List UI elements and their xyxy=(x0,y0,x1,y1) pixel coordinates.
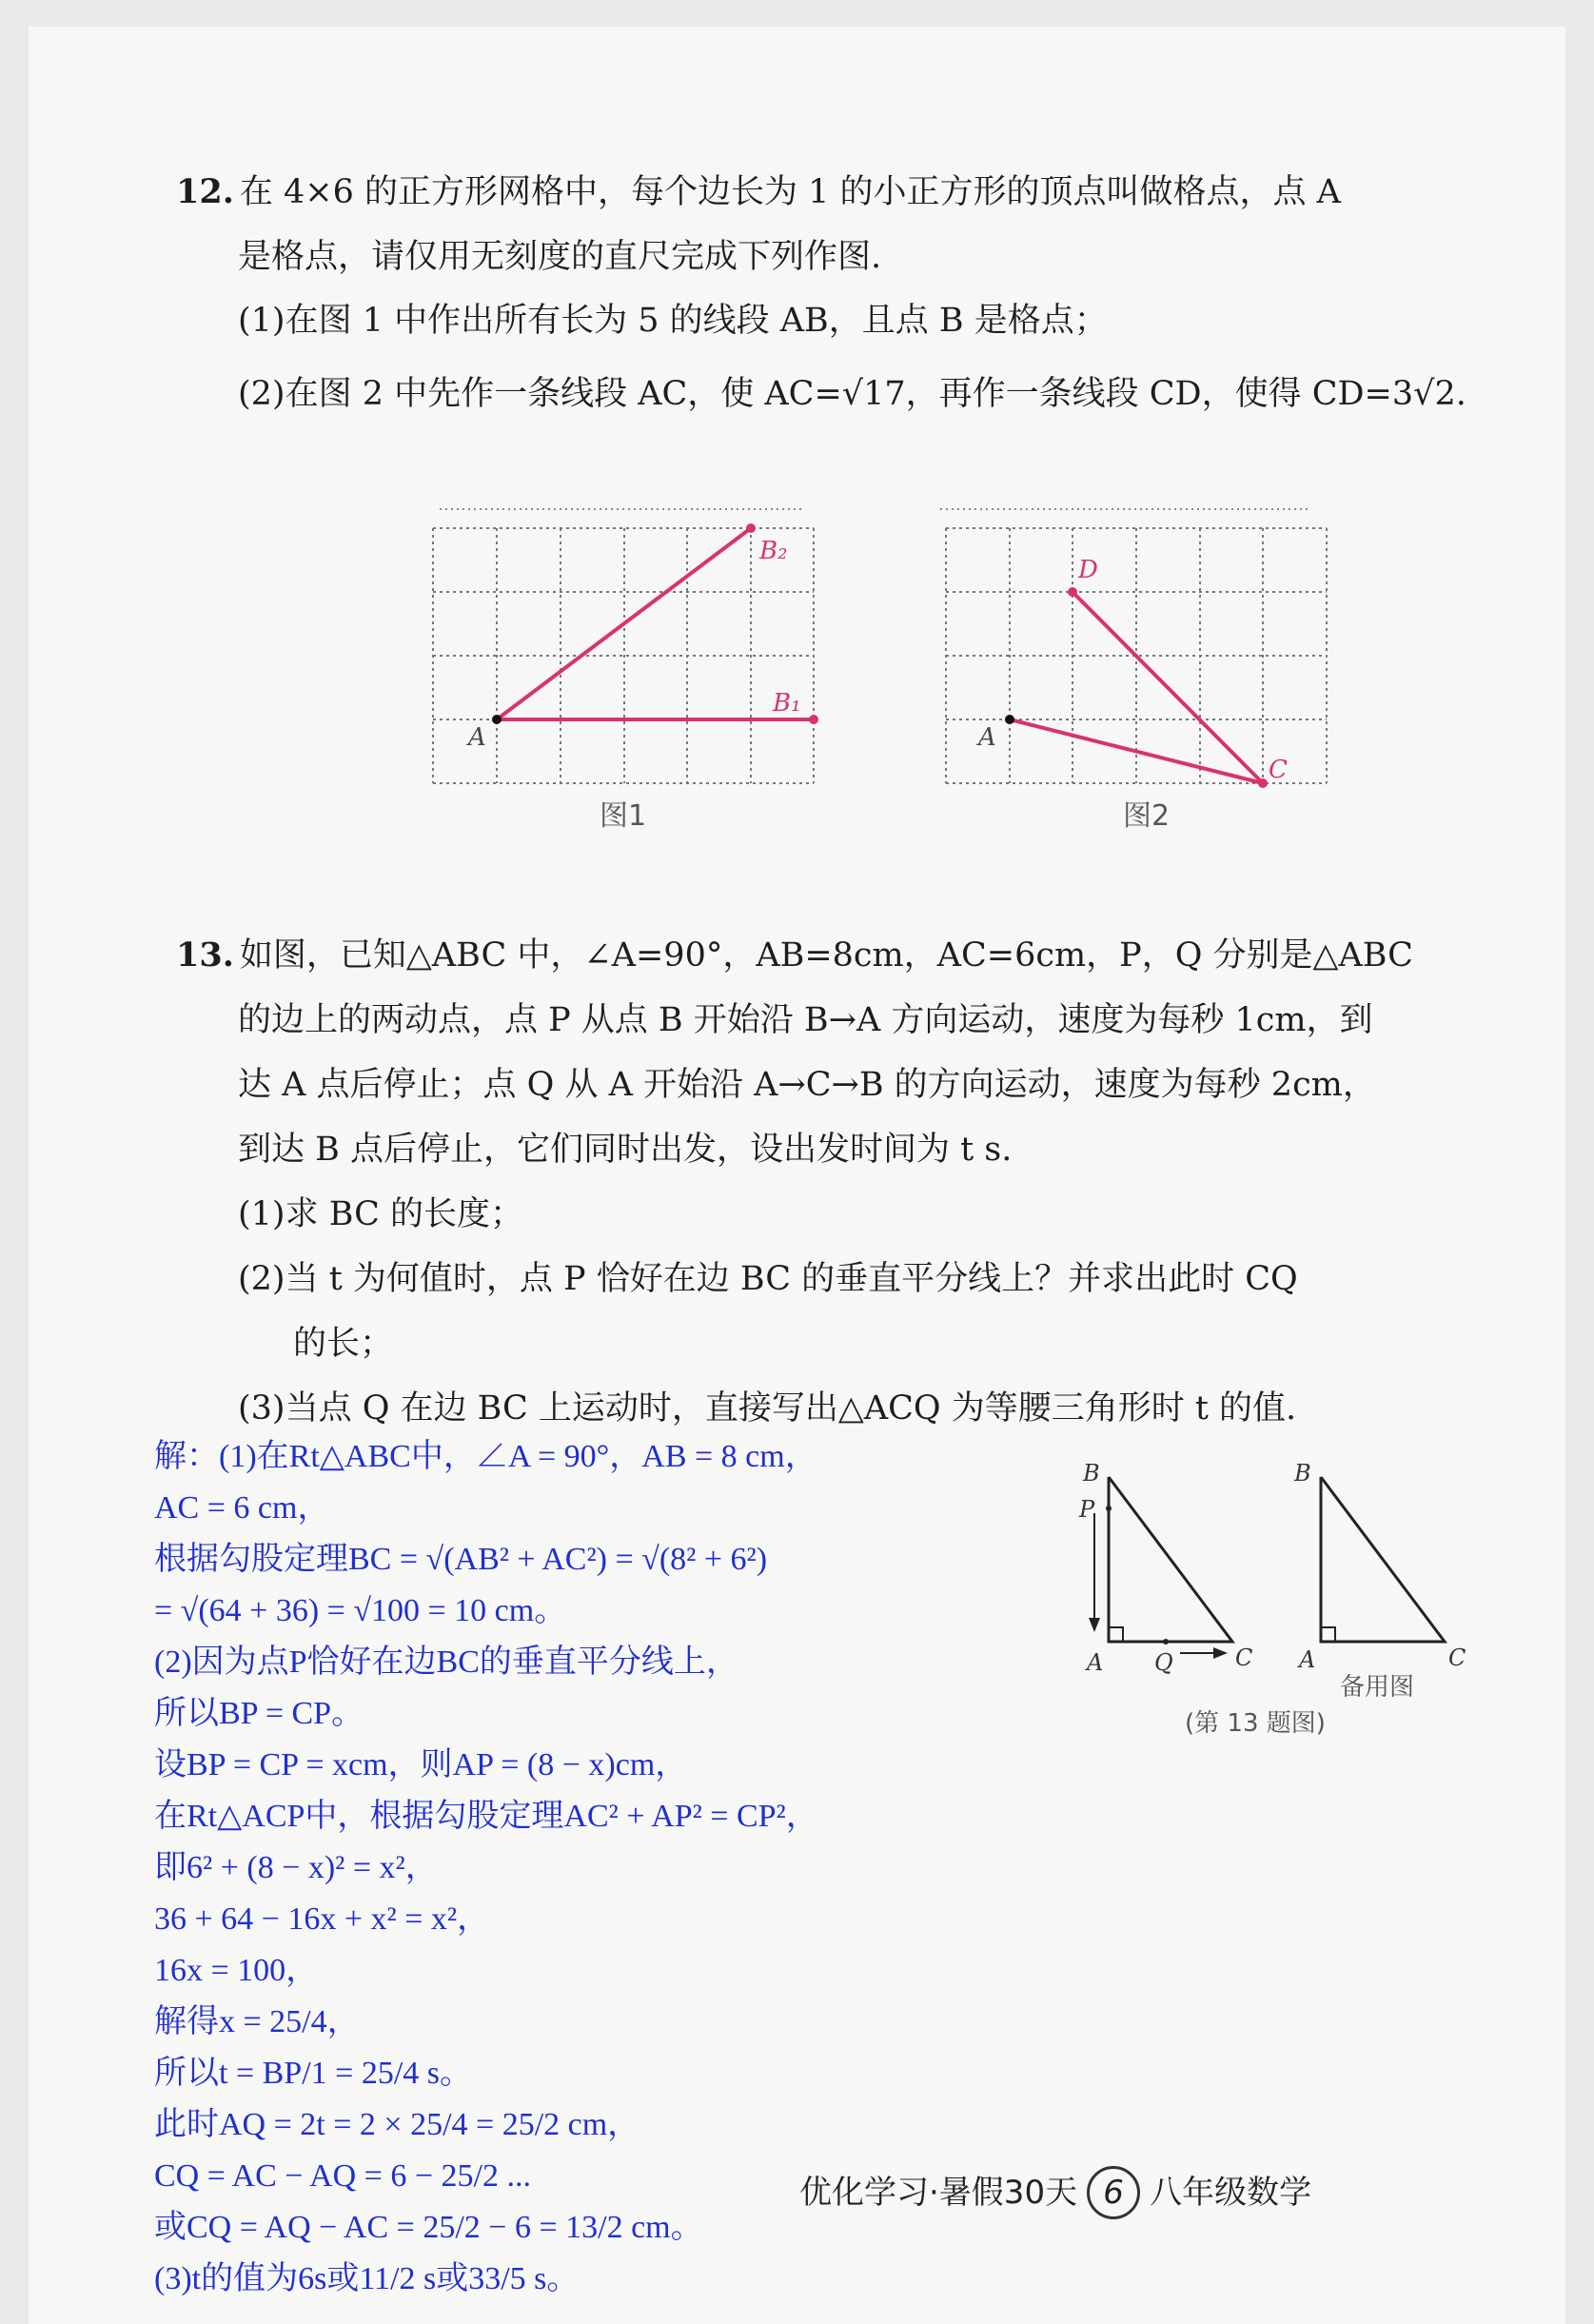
q12-number: 12. xyxy=(176,172,234,211)
solution-line-17: (3)t的值为6s或11/2 s或33/5 s。 xyxy=(154,2261,580,2296)
spare-caption: 备用图 xyxy=(1340,1673,1415,1702)
q12-stem-line2: 是格点，请仅用无刻度的直尺完成下列作图. xyxy=(238,238,882,276)
grid-lines xyxy=(433,528,814,783)
solution-line-15: CQ = AC − AQ = 6 − 25/2 ... xyxy=(154,2158,531,2194)
point-d xyxy=(1068,587,1077,597)
q13-stem-line4: 到达 B 点后停止，它们同时出发，设出发时间为 t s. xyxy=(238,1131,1013,1169)
q13-stem-line2: 的边上的两动点，点 P 从点 B 开始沿 B→A 方向运动，速度为每秒 1cm，到 xyxy=(238,1001,1373,1039)
triangle-abc xyxy=(1109,1477,1232,1642)
point-c xyxy=(1258,778,1268,788)
solution-line-7: 设BP = CP = xcm，则AP = (8 − x)cm， xyxy=(154,1747,688,1782)
label-b: B xyxy=(1083,1460,1100,1487)
solution-line-6: 所以BP = CP。 xyxy=(154,1696,364,1731)
solution-line-1: 解：(1)在Rt△ABC中，∠A = 90°，AB = 8 cm， xyxy=(154,1439,817,1474)
solution-line-12: 解得x = 25/4， xyxy=(154,2004,360,2039)
q13-stem-line3: 达 A 点后停止；点 Q 从 A 开始沿 A→C→B 的方向运动，速度为每秒 2cm， xyxy=(238,1066,1376,1104)
label-p: P xyxy=(1079,1496,1095,1523)
solution-line-4: = √(64 + 36) = √100 = 10 cm。 xyxy=(154,1593,567,1628)
label-a: A xyxy=(978,723,996,752)
segment-cd xyxy=(1073,592,1263,783)
triangle-spare xyxy=(1321,1477,1445,1642)
q13-number: 13. xyxy=(176,936,234,975)
solution-line-3: 根据勾股定理BC = √(AB² + AC²) = √(8² + 6²) xyxy=(154,1542,768,1577)
label-c: C xyxy=(1235,1645,1253,1671)
q13-stem-line1 xyxy=(176,923,1413,988)
solution-line-14: 此时AQ = 2t = 2 × 25/4 = 25/2 cm， xyxy=(154,2107,640,2142)
label-b1: B₁ xyxy=(773,689,801,718)
point-b1 xyxy=(809,715,818,724)
figure-1-caption: 图1 xyxy=(600,799,647,833)
spare-label-a: A xyxy=(1299,1646,1316,1673)
label-d: D xyxy=(1078,556,1098,584)
label-b2: B₂ xyxy=(759,537,788,565)
page-number: 6 xyxy=(1087,2166,1140,2219)
footer-right: 八年级数学 xyxy=(1150,2174,1312,2212)
solution-line-2: AC = 6 cm， xyxy=(154,1490,330,1526)
q13-part3: (3)当点 Q 在边 BC 上运动时，直接写出△ACQ 为等腰三角形时 t 的值. xyxy=(238,1389,1297,1428)
spare-label-c: C xyxy=(1448,1645,1466,1671)
figure-2-caption: 图2 xyxy=(1123,799,1171,833)
label-a: A xyxy=(1087,1649,1104,1676)
spare-label-b: B xyxy=(1294,1460,1311,1487)
q13-part2a: (2)当 t 为何值时，点 P 恰好在边 BC 的垂直平分线上？并求出此时 CQ xyxy=(238,1260,1298,1298)
q12-stem-line1 xyxy=(176,160,1341,225)
q12-stem1: 在 4×6 的正方形网格中，每个边长为 1 的小正方形的顶点叫做格点，点 A xyxy=(239,173,1341,211)
page-footer xyxy=(799,2166,1311,2219)
label-c: C xyxy=(1269,756,1288,784)
label-q: Q xyxy=(1154,1649,1173,1676)
q12-part2: (2)在图 2 中先作一条线段 AC，使 AC=√17，再作一条线段 CD，使得 CD=3√2. xyxy=(238,375,1466,413)
footer-left: 优化学习·暑假30天 xyxy=(799,2174,1078,2212)
solution-line-9: 即6² + (8 − x)² = x²， xyxy=(154,1850,438,1885)
figure-2-grid xyxy=(931,500,1340,842)
point-a xyxy=(492,715,502,724)
figure-13-caption: (第 13 题图) xyxy=(1185,1709,1326,1738)
q12-part1: (1)在图 1 中作出所有长为 5 的线段 AB，且点 B 是格点； xyxy=(238,302,1108,340)
point-a xyxy=(1005,715,1014,724)
q13-part2b: 的长； xyxy=(293,1325,394,1363)
solution-line-13: 所以t = BP/1 = 25/4 s。 xyxy=(154,2056,473,2091)
q13-part1: (1)求 BC 的长度； xyxy=(238,1195,523,1233)
figure-13 xyxy=(1066,1456,1485,1694)
label-a: A xyxy=(468,723,486,752)
solution-line-11: 16x = 100， xyxy=(154,1953,319,1988)
solution-line-5: (2)因为点P恰好在边BC的垂直平分线上， xyxy=(154,1645,738,1680)
point-b2 xyxy=(746,523,756,533)
figure-1-grid xyxy=(419,500,828,842)
q13-stem1: 如图，已知△ABC 中，∠A=90°，AB=8cm，AC=6cm，P，Q 分别是△ABC xyxy=(239,936,1413,975)
solution-line-10: 36 + 64 − 16x + x² = x²， xyxy=(154,1901,490,1937)
solution-line-8: 在Rt△ACP中，根据勾股定理AC² + AP² = CP²， xyxy=(154,1799,818,1834)
solution-line-16: 或CQ = AQ − AC = 25/2 − 6 = 13/2 cm。 xyxy=(154,2210,703,2245)
